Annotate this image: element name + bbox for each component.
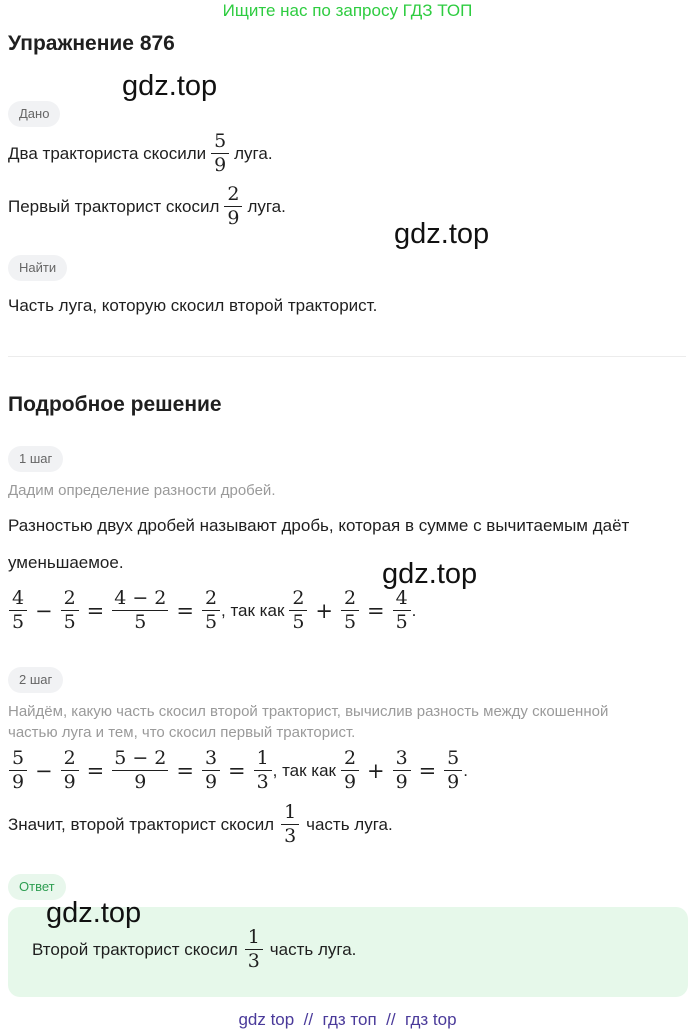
fraction: $\frac{2}{9}$ (62, 748, 78, 793)
denominator: 9 (227, 207, 240, 229)
fraction: $\frac{5 - 2}{9}$ (114, 747, 167, 793)
fraction: $\frac{1}{3}$ (282, 802, 298, 847)
fraction: $\frac{2}{5}$ (203, 588, 219, 633)
step-1-equation (8, 588, 416, 633)
equals-sign: = (176, 598, 195, 623)
fraction: $\frac{4}{5}$ (10, 588, 26, 633)
fraction: $\frac{2}{5}$ (62, 588, 78, 633)
answer-text: Второй тракторист скосил (32, 939, 238, 959)
answer-tail: часть луга. (269, 939, 357, 959)
since-text: , так как (272, 760, 336, 780)
given-1-tail: луга. (234, 143, 273, 163)
answer-badge: Ответ (8, 874, 66, 900)
fraction: $\frac{2}{5}$ (342, 588, 358, 633)
section-divider (8, 356, 686, 357)
minus-sign: − (35, 758, 53, 783)
plus-sign: + (315, 598, 333, 623)
solution-title: Подробное решение (8, 393, 222, 416)
given-2-tail: луга. (247, 196, 286, 216)
conclusion-text: Значит, второй тракторист скосил (8, 814, 275, 834)
step-1-badge: 1 шаг (8, 446, 63, 472)
equals-sign: = (86, 758, 105, 783)
plus-sign: + (367, 758, 385, 783)
fraction: $\frac{3}{9}$ (203, 748, 219, 793)
fraction: $\frac{4 - 2}{5}$ (114, 587, 167, 633)
fraction: $\frac{5}{9}$ (10, 748, 26, 793)
step-2-badge: 2 шаг (8, 667, 63, 693)
fraction: $\frac{1}{3}$ (255, 748, 271, 793)
fraction: $\frac{2}{9}$ (342, 748, 358, 793)
find-text: Часть луга, которую скосил второй тракторист. (8, 296, 378, 315)
given-badge: Дано (8, 101, 60, 127)
equals-sign: = (418, 758, 437, 783)
fraction: $\frac{1}{3}$ (246, 927, 262, 972)
numerator: 2 (227, 183, 240, 205)
step-1-text-2: уменьшаемое. (8, 553, 124, 572)
equals-sign: = (86, 598, 105, 623)
given-1-text: Два тракториста скосили (8, 143, 207, 163)
given-line-2 (8, 184, 286, 229)
period: . (411, 600, 417, 620)
page-title: Упражнение 876 (8, 32, 175, 55)
watermark: gdz.top (394, 218, 490, 250)
watermark: gdz.top (46, 897, 142, 929)
period: . (463, 760, 468, 780)
numerator: 5 (214, 130, 227, 152)
given-2-text: Первый тракторист скосил (8, 196, 220, 216)
answer-line (32, 927, 356, 972)
equals-sign: = (176, 758, 195, 783)
find-badge: Найти (8, 255, 67, 281)
watermark: gdz.top (382, 558, 478, 590)
denominator: 9 (214, 154, 227, 176)
step-2-hint-1: Найдём, какую часть скосил второй тракторист, вычислив разность между скошенной (8, 703, 609, 720)
fraction (225, 184, 241, 229)
fraction: $\frac{2}{5}$ (290, 588, 306, 633)
fraction (212, 131, 228, 176)
minus-sign: − (35, 598, 53, 623)
fraction: $\frac{5}{9}$ (445, 748, 461, 793)
equals-sign: = (228, 758, 246, 783)
step-1-text-1: Разностью двух дробей называют дробь, которая в сумме с вычитаемым даёт (8, 516, 630, 535)
fraction: $\frac{4}{5}$ (394, 588, 410, 633)
step-2-equation (8, 748, 468, 793)
footer-links[interactable]: gdz top // гдз топ // гдз top (238, 1010, 457, 1029)
equals-sign: = (367, 598, 385, 623)
search-banner: Ищите нас по запросу ГДЗ ТОП (222, 1, 473, 20)
step-2-conclusion (8, 802, 393, 847)
since-text: , так как (221, 600, 285, 620)
step-1-hint: Дадим определение разности дробей. (8, 482, 276, 499)
fraction: $\frac{3}{9}$ (394, 748, 410, 793)
given-line-1 (8, 131, 273, 176)
step-2-hint-2: частью луга и тем, что скосил первый тракторист. (8, 724, 356, 741)
conclusion-tail: часть луга. (306, 814, 393, 834)
watermark: gdz.top (122, 70, 218, 102)
